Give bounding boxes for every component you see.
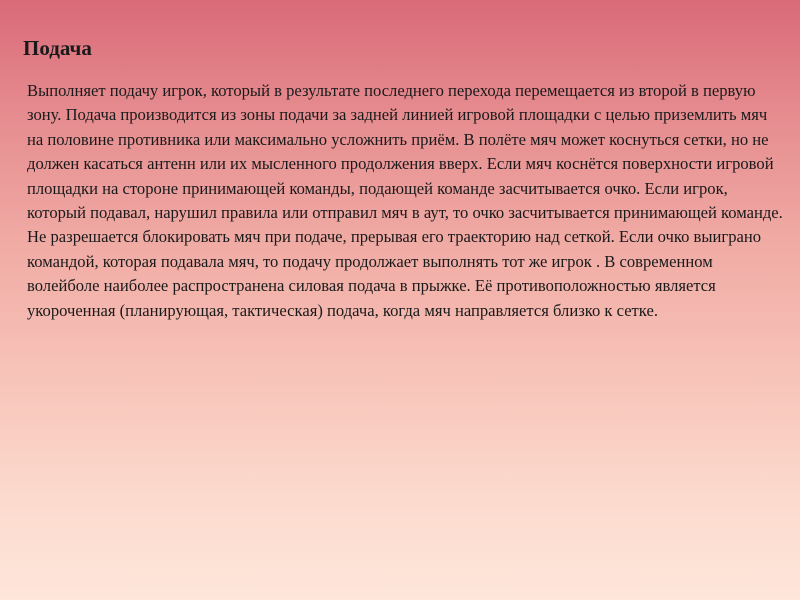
slide-title: Подача	[23, 36, 92, 60]
slide-body-text: Выполняет подачу игрок, который в результате последнего перехода перемещается из второй в первую зону. Подача производится из зоны подачи за задней линией игровой площадки с целью приземлить мяч на половине противника или максимально усложнить приём. В полёте мяч может коснуться сетки, но не должен касаться антенн или их мысленного продолжения вверх. Если мяч коснётся поверхности игровой площадки на стороне принимающей команды, подающей команде засчитывается очко. Если игрок, который подавал, нарушил правила или отправил мяч в аут, то очко засчитывается принимающей команде. Не разрешается блокировать мяч при подаче, прерывая его траекторию над сеткой. Если очко выиграно командой, которая подавала мяч, то подачу продолжает выполнять тот же игрок . В современном волейболе наиболее распространена силовая подача в прыжке. Её противоположностью является укороченная (планирующая, тактическая) подача, когда мяч направляется близко к сетке.	[27, 81, 783, 320]
